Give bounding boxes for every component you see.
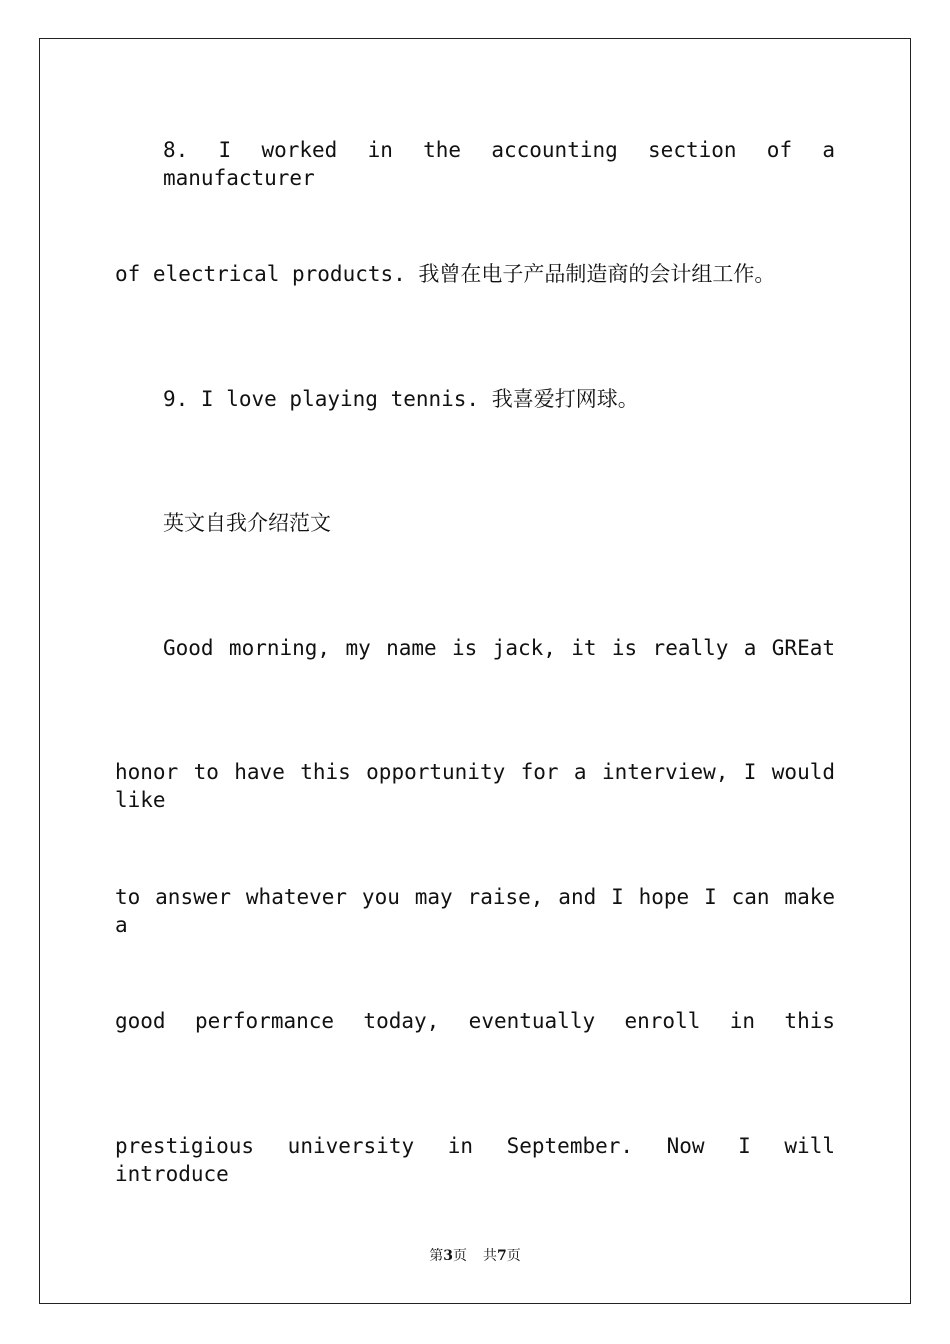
text-line-item-8: 8. I worked in the accounting section of a manufacturer [163, 138, 835, 190]
footer-page-prefix: 第 [429, 1248, 444, 1264]
section-heading: 英文自我介绍范文 [163, 511, 331, 535]
footer-page-suffix: 页 [453, 1248, 467, 1264]
paragraph-line-2: honor to have this opportunity for a interview, I would like [115, 760, 835, 812]
paragraph-line-5: prestigious university in September. Now I will introduce [115, 1134, 835, 1186]
text-line-item-8-continued: of electrical products. 我曾在电子产品制造商的会计组工作。 [115, 262, 776, 286]
paragraph-line-4: good performance today, eventually enroll in this [115, 1009, 835, 1033]
footer-total-suffix: 页 [506, 1248, 521, 1264]
footer-page-number: 3 [443, 1248, 453, 1264]
paragraph-line-3: to answer whatever you may raise, and I hope I can make a [115, 885, 835, 937]
page-footer [0, 1246, 950, 1266]
text-line-item-9: 9. I love playing tennis. 我喜爱打网球。 [163, 387, 639, 411]
footer-total-prefix: 共 [483, 1248, 497, 1264]
footer-total-pages: 7 [497, 1248, 507, 1264]
page-border [39, 38, 911, 1304]
paragraph-line-1: Good morning, my name is jack, it is really a GREat [163, 636, 835, 660]
